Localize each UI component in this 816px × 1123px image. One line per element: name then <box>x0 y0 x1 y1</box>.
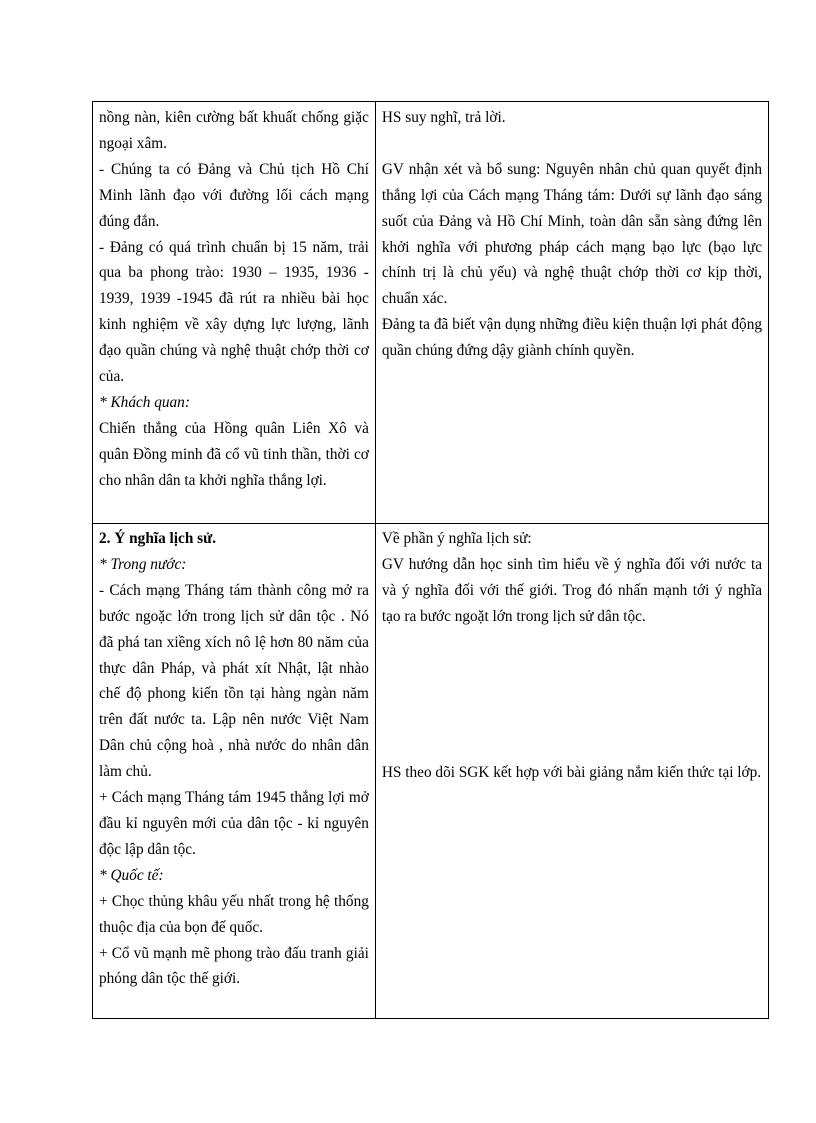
paragraph: Về phần ý nghĩa lịch sử: <box>381 530 532 547</box>
content-cell <box>93 102 376 524</box>
paragraph: Chiến thắng của Hồng quân Liên Xô và quân Đồng minh đã cổ vũ tinh thần, thời cơ cho nhân dân ta khởi nghĩa thắng lợi. <box>99 419 369 489</box>
paragraph: + Cổ vũ mạnh mẽ phong trào đấu tranh giải phóng dân tộc thế giới. <box>99 944 369 988</box>
section-subheading: * Khách quan: <box>99 393 190 411</box>
activity-cell <box>375 524 768 1019</box>
section-heading: 2. Ý nghĩa lịch sử. <box>99 530 217 547</box>
paragraph: - Cách mạng Tháng tám thành công mở ra bước ngoặc lớn trong lịch sử dân tộc . Nó đã phá tan xiềng xích nô lệ hơn 80 năm của thực dân Pháp, và phát xít Nhật, lật nhào chế độ phong kiến tồn tại hàng ngàn năm trên đất nước ta. Lập nên nước Việt Nam Dân chủ cộng hoà , nhà nước do nhân dân làm chủ. <box>99 581 369 781</box>
paragraph: nồng nàn, kiên cường bất khuất chống giặc ngoại xâm. <box>99 109 369 152</box>
activity-cell <box>375 102 768 524</box>
paragraph: + Chọc thủng khâu yếu nhất trong hệ thống thuộc địa của bọn đế quốc. <box>99 892 369 936</box>
paragraph: GV nhận xét và bổ sung: Nguyên nhân chủ quan quyết định thắng lợi của Cách mạng Tháng tám: Dưới sự lãnh đạo sáng suốt của Đảng và Hồ Chí Minh, toàn dân sẵn sàng đứng lên khởi nghĩa với phương pháp cách mạng bạo lực (bạo lực chính trị là chủ yếu) và nghệ thuật chớp thời cơ kịp thời, chuẩn xác. <box>381 160 762 308</box>
section-subheading: * Quốc tế: <box>99 866 164 884</box>
paragraph: HS theo dõi SGK kết hợp với bài giảng nắm kiến thức tại lớp. <box>381 763 762 781</box>
paragraph: - Đảng có quá trình chuẩn bị 15 năm, trải qua ba phong trào: 1930 – 1935, 1936 - 1939, 1939 -1945 đã rút ra nhiều bài học kinh nghiệm về xây dựng lực lượng, lãnh đạo quần chúng và nghệ thuật chớp thời cơ của. <box>99 238 369 386</box>
paragraph: HS suy nghĩ, trả lời. <box>381 109 506 126</box>
lesson-table <box>92 101 769 1019</box>
table-row <box>93 524 769 1019</box>
section-subheading: * Trong nước: <box>99 555 187 573</box>
content-cell <box>93 524 376 1019</box>
table-row <box>93 102 769 524</box>
paragraph: - Chúng ta có Đảng và Chủ tịch Hồ Chí Minh lãnh đạo với đường lối cách mạng đúng đắn. <box>99 160 369 230</box>
paragraph: Đảng ta đã biết vận dụng những điều kiện thuận lợi phát động quần chúng đứng dậy giành chính quyền. <box>381 316 762 360</box>
paragraph: + Cách mạng Tháng tám 1945 thắng lợi mở đầu kỉ nguyên mới của dân tộc - kỉ nguyên độc lập dân tộc. <box>99 789 369 858</box>
paragraph: GV hướng dẫn học sinh tìm hiểu về ý nghĩa đối với nước ta và ý nghĩa đối với thế giới. Trog đó nhấn mạnh tới ý nghĩa tạo ra bước ngoặt lớn trong lịch sử dân tộc. <box>381 555 762 625</box>
